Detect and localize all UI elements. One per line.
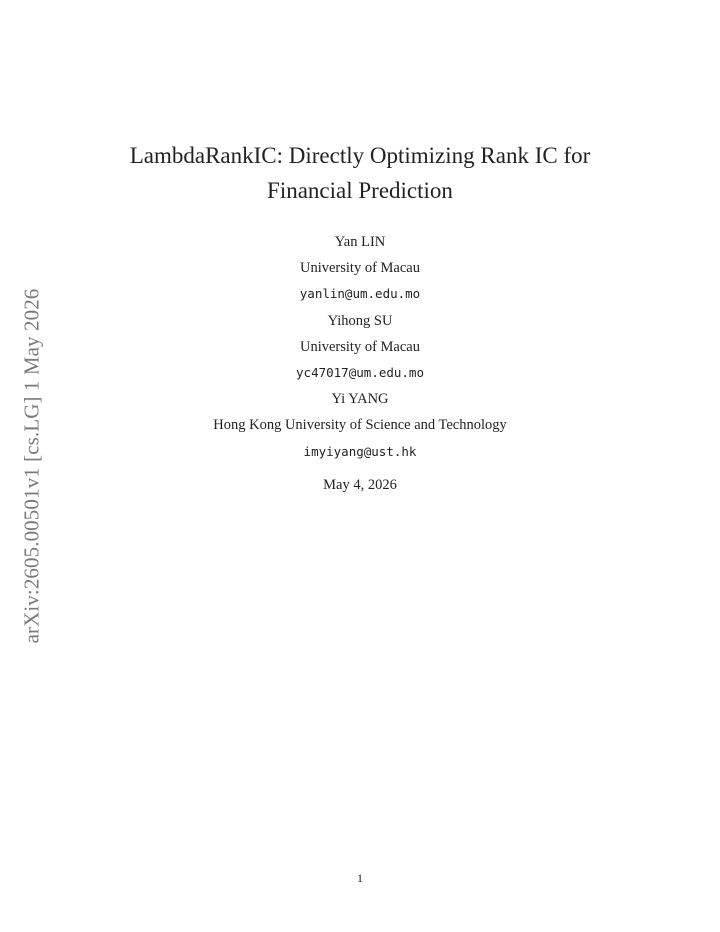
author-affiliation: University of Macau	[300, 260, 420, 277]
title-line-2: Financial Prediction	[267, 178, 453, 203]
author-name: Yi YANG	[331, 391, 389, 408]
author-affiliation: University of Macau	[300, 338, 420, 355]
paper-date: May 4, 2026	[323, 477, 397, 493]
author-email[interactable]: yc47017@um.edu.mo	[296, 364, 424, 380]
title-line-1: LambdaRankIC: Directly Optimizing Rank IC for	[129, 143, 591, 168]
author-email[interactable]: yanlin@um.edu.mo	[299, 286, 421, 302]
author-affiliation: Hong Kong University of Science and Technology	[213, 417, 507, 434]
paper-title	[90, 138, 630, 208]
author-name: Yihong SU	[327, 312, 393, 329]
page-number: 1	[357, 871, 363, 885]
arxiv-identifier-stamp: arXiv:2605.00501v1 [cs.LG] 1 May 2026	[19, 288, 44, 644]
author-name: Yan LIN	[334, 234, 386, 250]
author-email[interactable]: imyiyang@ust.hk	[303, 443, 417, 459]
author-block	[100, 229, 620, 465]
